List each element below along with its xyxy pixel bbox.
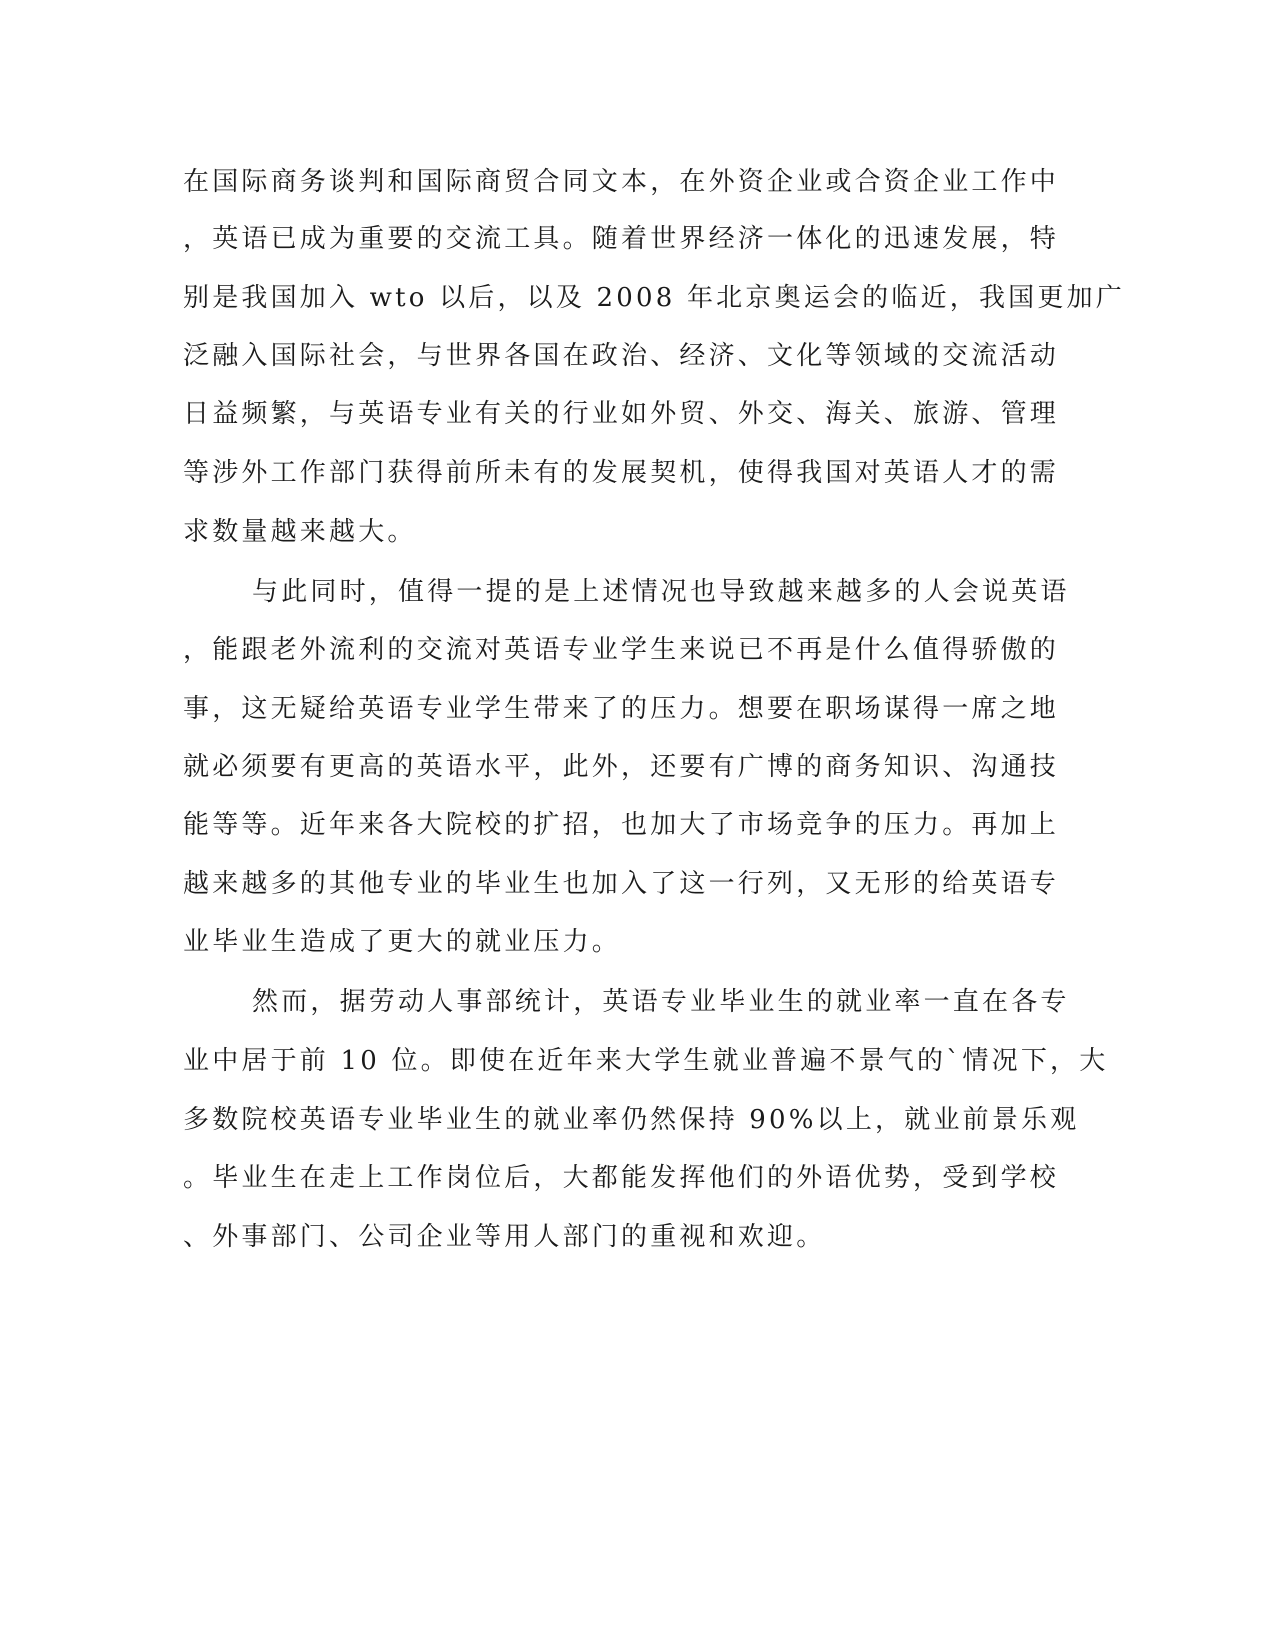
text-line: 越来越多的其他专业的毕业生也加入了这一行列，又无形的给英语专 bbox=[183, 869, 1060, 899]
text-line: 业中居于前 10 位。即使在近年来大学生就业普遍不景气的`情况下，大 bbox=[183, 1046, 1109, 1076]
paragraph-first-line: 与此同时，值得一提的是上述情况也导致越来越多的人会说英语 bbox=[252, 577, 1070, 607]
text-line: ，英语已成为重要的交流工具。随着世界经济一体化的迅速发展，特 bbox=[183, 224, 1060, 254]
text-line: 。毕业生在走上工作岗位后，大都能发挥他们的外语优势，受到学校 bbox=[183, 1163, 1060, 1193]
text-line: 在国际商务谈判和国际商贸合同文本，在外资企业或合资企业工作中 bbox=[183, 167, 1060, 197]
text-line: 多数院校英语专业毕业生的就业率仍然保持 90%以上，就业前景乐观 bbox=[183, 1105, 1080, 1135]
text-line: 泛融入国际社会，与世界各国在政治、经济、文化等领域的交流活动 bbox=[183, 341, 1060, 371]
text-line: 、外事部门、公司企业等用人部门的重视和欢迎。 bbox=[183, 1222, 826, 1252]
text-line: 求数量越来越大。 bbox=[183, 517, 417, 547]
text-line: 就必须要有更高的英语水平，此外，还要有广博的商务知识、沟通技 bbox=[183, 752, 1060, 782]
text-line: ，能跟老外流利的交流对英语专业学生来说已不再是什么值得骄傲的 bbox=[183, 635, 1060, 665]
text-line: 别是我国加入 wto 以后，以及 2008 年北京奥运会的临近，我国更加广 bbox=[183, 283, 1125, 313]
text-line: 等涉外工作部门获得前所未有的发展契机，使得我国对英语人才的需 bbox=[183, 458, 1060, 488]
text-line: 日益频繁，与英语专业有关的行业如外贸、外交、海关、旅游、管理 bbox=[183, 399, 1060, 429]
text-line: 业毕业生造成了更大的就业压力。 bbox=[183, 927, 622, 957]
text-line: 事，这无疑给英语专业学生带来了的压力。想要在职场谋得一席之地 bbox=[183, 694, 1060, 724]
text-line: 能等等。近年来各大院校的扩招，也加大了市场竞争的压力。再加上 bbox=[183, 810, 1060, 840]
paragraph-first-line: 然而，据劳动人事部统计，英语专业毕业生的就业率一直在各专 bbox=[252, 987, 1070, 1017]
